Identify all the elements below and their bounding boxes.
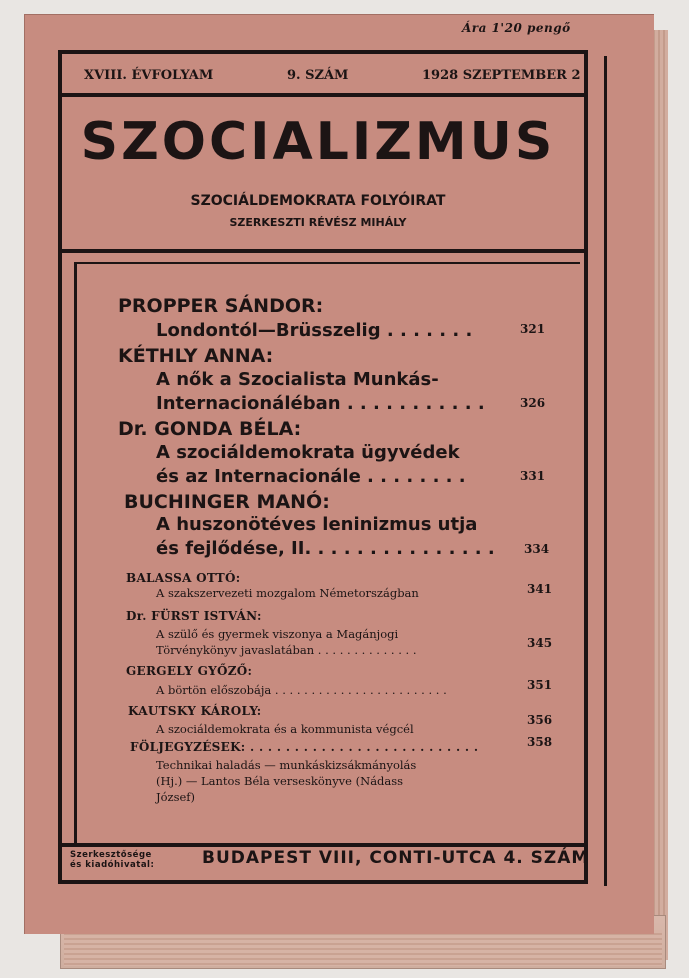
toc-page-number: 345 (527, 636, 553, 650)
toc-author: FÖLJEGYZÉSEK: . . . . . . . . . . . . . . . . . . . . . . . . . . (130, 740, 479, 754)
toc-article-title: A börtön előszobája . . . . . . . . . . . . . . . . . . . . . . . . (156, 683, 447, 697)
toc-page-number: 331 (520, 469, 546, 483)
footer-label-line: Szerkesztősége (70, 850, 152, 860)
toc-page-number: 321 (520, 322, 546, 336)
toc-page-number: 351 (527, 678, 553, 692)
toc-article-title: József) (156, 790, 196, 804)
toc-article-title: (Hj.) — Lantos Béla verseskönyve (Nádass (156, 774, 404, 788)
toc-frame-left (74, 262, 77, 843)
toc-page-number: 356 (527, 713, 553, 727)
toc-author: PROPPER SÁNDOR: (118, 295, 324, 317)
date-label: 1928 SZEPTEMBER 2 (422, 68, 581, 83)
frame-right-outer (604, 56, 607, 886)
issue-label: 9. SZÁM (287, 68, 349, 83)
toc-author: KÉTHLY ANNA: (118, 345, 274, 367)
toc-author: BALASSA OTTÓ: (126, 571, 241, 585)
toc-page-number: 358 (527, 735, 553, 749)
header-rule (62, 93, 584, 97)
toc-page-number: 334 (524, 542, 550, 556)
toc-article-title: A szociáldemokrata és a kommunista végcél (156, 722, 414, 736)
masthead-rule-thin (74, 262, 580, 264)
toc-author: Dr. GONDA BÉLA: (118, 418, 302, 440)
footer-label-line: és kiadóhivatal: (70, 860, 155, 870)
toc-author: GERGELY GYŐZŐ: (126, 664, 253, 678)
toc-author: Dr. FÜRST ISTVÁN: (126, 609, 262, 623)
toc-article-title: A huszonötéves leninizmus utja (156, 514, 478, 535)
footer-rule (62, 843, 584, 847)
toc-page-number: 326 (520, 396, 546, 410)
toc-article-title: A szülő és gyermek viszonya a Magánjogi (156, 627, 399, 641)
price-label: Ára 1'20 pengő (462, 21, 571, 35)
page-stack-bottom-lines (64, 930, 662, 966)
toc-article-title: és az Internacionále . . . . . . . . (156, 466, 466, 487)
toc-author: KAUTSKY KÁROLY: (128, 704, 262, 718)
toc-article-title: A szakszervezeti mozgalom Németországban (156, 586, 419, 600)
magazine-subtitle: SZOCIÁLDEMOKRATA FOLYÓIRAT (190, 193, 446, 209)
toc-article-title: és fejlődése, II. . . . . . . . . . . . . . . (156, 538, 495, 559)
footer-label (70, 850, 154, 870)
editor-line: SZERKESZTI RÉVÉSZ MIHÁLY (229, 216, 407, 229)
toc-article-title: Internacionáléban . . . . . . . . . . . (156, 393, 485, 414)
masthead-rule (62, 249, 584, 253)
volume-label: XVIII. ÉVFOLYAM (84, 68, 214, 83)
toc-author: BUCHINGER MANÓ: (124, 491, 330, 513)
toc-article-title: A nők a Szocialista Munkás- (156, 369, 439, 390)
toc-article-title: Technikai haladás — munkáskizsákmányolás (156, 758, 417, 772)
toc-article-title: Törvénykönyv javaslatában . . . . . . . . . . . . . . (156, 643, 417, 657)
toc-page-number: 341 (527, 582, 553, 596)
magazine-title: SZOCIALIZMUS (80, 112, 556, 172)
toc-article-title: A szociáldemokrata ügyvédek (156, 442, 460, 463)
toc-article-title: Londontól—Brüsszelig . . . . . . . (156, 320, 473, 341)
publisher-address: BUDAPEST VIII, CONTI-UTCA 4. SZÁM (202, 848, 590, 868)
